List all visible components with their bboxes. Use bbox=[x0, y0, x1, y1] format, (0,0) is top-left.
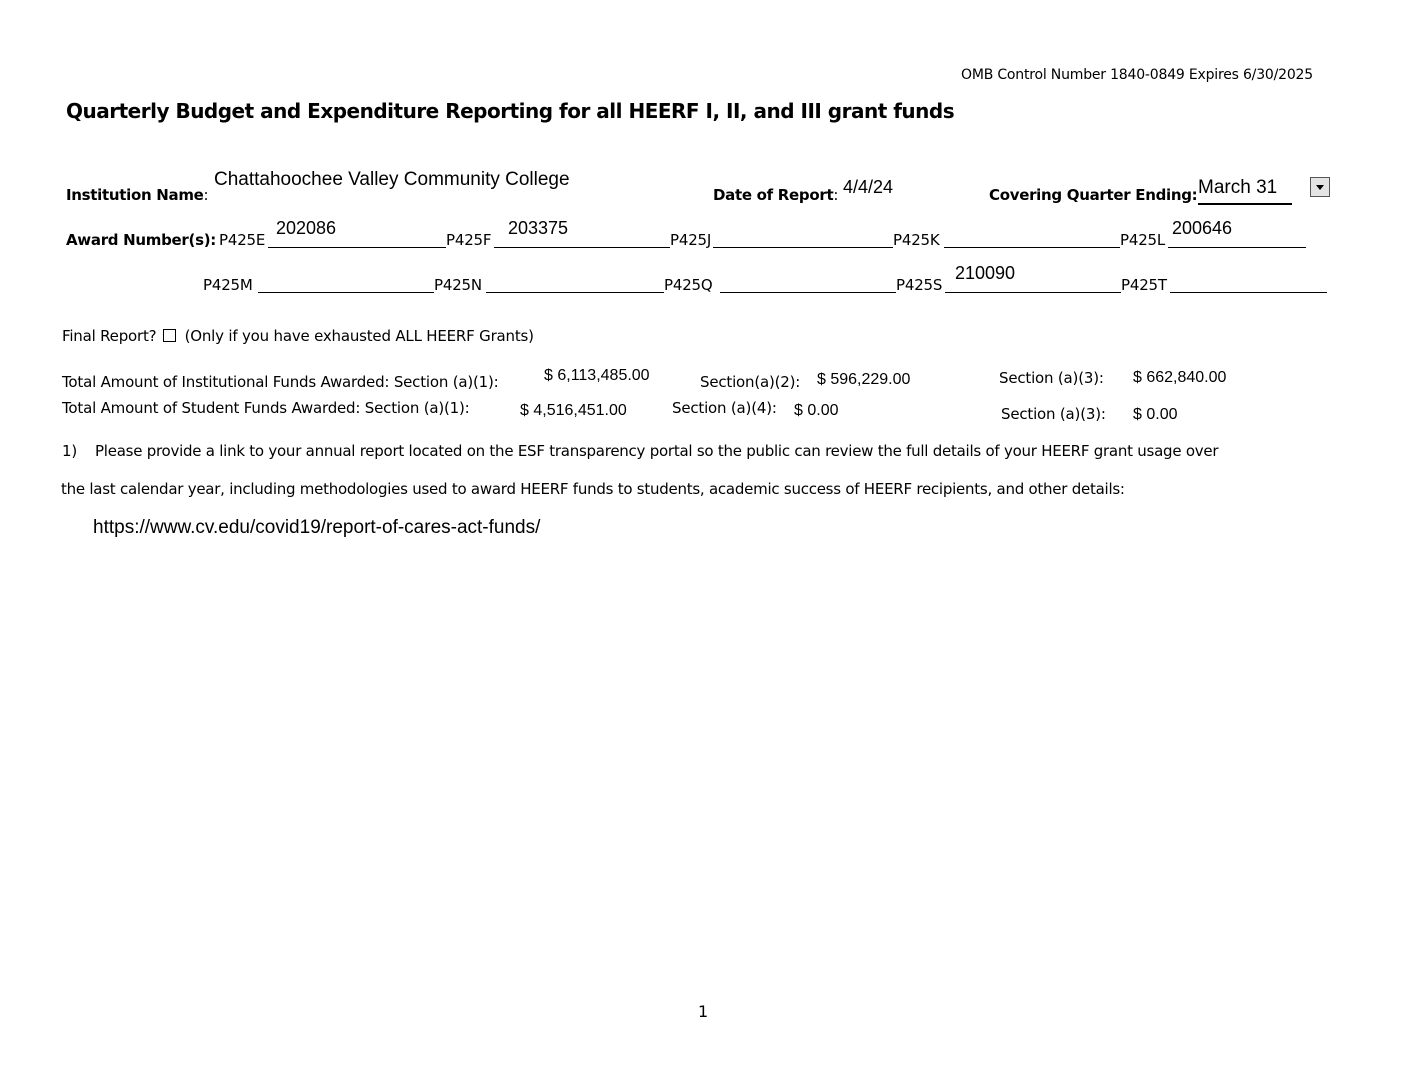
question-1-answer-field[interactable]: https://www.cv.edu/covid19/report-of-cares-act-funds/ bbox=[93, 517, 541, 538]
student-a1-field[interactable]: $ 4,516,451.00 bbox=[520, 402, 627, 419]
final-report-checkbox[interactable] bbox=[163, 329, 176, 342]
institutional-a3-field[interactable]: $ 662,840.00 bbox=[1133, 369, 1227, 386]
award-p425t-underline bbox=[1170, 292, 1327, 293]
award-p425s-prefix: P425S bbox=[896, 276, 943, 294]
final-report-row bbox=[62, 327, 534, 345]
institutional-a2-label: Section(a)(2): bbox=[700, 373, 801, 391]
award-p425l-underline bbox=[1168, 247, 1306, 248]
final-report-label: Final Report? bbox=[62, 327, 157, 345]
covering-quarter-label: Covering Quarter Ending: bbox=[989, 186, 1198, 204]
award-p425k-underline bbox=[944, 247, 1120, 248]
award-p425f-prefix: P425F bbox=[446, 231, 492, 249]
award-p425t-prefix: P425T bbox=[1121, 276, 1167, 294]
award-p425e-prefix: P425E bbox=[219, 231, 266, 249]
award-p425e-underline bbox=[268, 247, 446, 248]
student-funds-label: Total Amount of Student Funds Awarded: Section (a)(1): bbox=[62, 399, 470, 417]
final-report-note: (Only if you have exhausted ALL HEERF Grants) bbox=[184, 327, 534, 345]
award-p425m-prefix: P425M bbox=[203, 276, 253, 294]
award-p425m-underline bbox=[258, 292, 434, 293]
award-p425q-underline bbox=[720, 292, 896, 293]
covering-quarter-underline bbox=[1198, 203, 1292, 205]
covering-quarter-select[interactable]: March 31 bbox=[1198, 177, 1278, 198]
student-a4-label: Section (a)(4): bbox=[672, 399, 777, 417]
award-p425n-prefix: P425N bbox=[434, 276, 482, 294]
award-p425e-field[interactable]: 202086 bbox=[276, 218, 337, 238]
page-number: 1 bbox=[698, 1002, 708, 1021]
student-a4-field[interactable]: $ 0.00 bbox=[794, 402, 839, 419]
institution-name-label: Institution Name: bbox=[66, 186, 209, 204]
omb-control-number: OMB Control Number 1840-0849 Expires 6/30/2025 bbox=[961, 67, 1313, 83]
student-a3-field[interactable]: $ 0.00 bbox=[1133, 406, 1178, 423]
award-p425k-prefix: P425K bbox=[893, 231, 940, 249]
institutional-a3-label: Section (a)(3): bbox=[999, 369, 1104, 387]
award-p425s-underline bbox=[945, 292, 1121, 293]
award-p425f-field[interactable]: 203375 bbox=[508, 218, 569, 238]
award-p425q-prefix: P425Q bbox=[664, 276, 713, 294]
date-of-report-field[interactable]: 4/4/24 bbox=[843, 177, 894, 197]
institutional-funds-label: Total Amount of Institutional Funds Awarded: Section (a)(1): bbox=[62, 373, 499, 391]
institutional-a2-field[interactable]: $ 596,229.00 bbox=[817, 371, 911, 388]
institution-name-field[interactable]: Chattahoochee Valley Community College bbox=[214, 169, 570, 190]
award-p425j-prefix: P425J bbox=[670, 231, 712, 249]
award-p425s-field[interactable]: 210090 bbox=[955, 263, 1016, 283]
date-of-report-label: Date of Report: bbox=[713, 186, 839, 204]
award-p425l-prefix: P425L bbox=[1120, 231, 1166, 249]
chevron-down-icon[interactable] bbox=[1310, 177, 1330, 197]
page-title: Quarterly Budget and Expenditure Reporting for all HEERF I, II, and III grant funds bbox=[66, 99, 955, 123]
award-p425l-field[interactable]: 200646 bbox=[1172, 218, 1233, 238]
question-1-number: 1) bbox=[62, 442, 77, 460]
institutional-a1-field[interactable]: $ 6,113,485.00 bbox=[544, 367, 650, 384]
student-a3-label: Section (a)(3): bbox=[1001, 405, 1106, 423]
award-p425j-underline bbox=[713, 247, 893, 248]
award-p425f-underline bbox=[494, 247, 670, 248]
question-1-text-line1: Please provide a link to your annual report located on the ESF transparency portal so the public can review the full details of your HEERF grant usage over bbox=[95, 442, 1219, 460]
question-1-text-line2: the last calendar year, including methodologies used to award HEERF funds to students, academic success of HEERF recipients, and other details: bbox=[61, 480, 1125, 498]
award-p425n-underline bbox=[486, 292, 664, 293]
award-numbers-label: Award Number(s): bbox=[66, 231, 216, 249]
